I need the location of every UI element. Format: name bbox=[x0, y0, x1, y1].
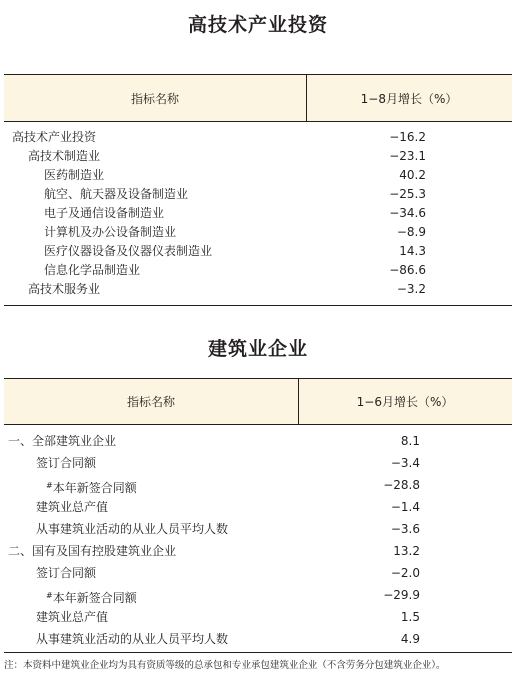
row-value: −3.6 bbox=[390, 522, 420, 536]
row-value: −34.6 bbox=[389, 206, 426, 220]
row-value: −86.6 bbox=[389, 263, 426, 277]
table-row bbox=[4, 432, 512, 451]
row-label: 高技术服务业 bbox=[28, 282, 101, 296]
table-row bbox=[4, 128, 512, 147]
row-label: 从事建筑业活动的从业人员平均人数 bbox=[36, 522, 229, 536]
row-label: 建筑业总产值 bbox=[36, 500, 109, 514]
row-value: −8.9 bbox=[396, 225, 426, 239]
row-label: 签订合同额 bbox=[36, 566, 97, 580]
row-label: 二、国有及国有控股建筑业企业 bbox=[8, 544, 177, 558]
table-header bbox=[4, 378, 512, 425]
row-label: 建筑业总产值 bbox=[36, 610, 109, 624]
row-label: 医疗仪器设备及仪器仪表制造业 bbox=[44, 244, 213, 258]
table-bottom-rule bbox=[4, 652, 512, 653]
table-row bbox=[4, 223, 512, 242]
table-row bbox=[4, 261, 512, 280]
table-row bbox=[4, 542, 512, 561]
row-value: −1.4 bbox=[390, 500, 420, 514]
table-row bbox=[4, 630, 512, 649]
row-label: 信息化学品制造业 bbox=[44, 263, 141, 277]
new-contract-mark: # bbox=[46, 481, 53, 490]
table-row bbox=[4, 166, 512, 185]
row-value: −16.2 bbox=[389, 130, 426, 144]
row-value: −23.1 bbox=[389, 149, 426, 163]
row-value: 14.3 bbox=[399, 244, 426, 258]
row-label-text: 本年新签合同额 bbox=[52, 481, 137, 495]
new-contract-mark: # bbox=[46, 591, 53, 600]
row-value: 1.5 bbox=[400, 610, 420, 624]
section2-title: 建筑业企业 bbox=[207, 338, 308, 360]
row-value: −28.8 bbox=[383, 478, 420, 492]
row-label bbox=[46, 586, 137, 608]
row-value: −29.9 bbox=[383, 588, 420, 602]
table-row bbox=[4, 476, 512, 495]
row-label: 电子及通信设备制造业 bbox=[44, 206, 165, 220]
row-label: 医药制造业 bbox=[44, 168, 105, 182]
row-label: 签订合同额 bbox=[36, 456, 97, 470]
row-label bbox=[46, 476, 137, 498]
header-indicator-name: 指标名称 bbox=[130, 91, 179, 106]
table-row bbox=[4, 185, 512, 204]
row-label: 从事建筑业活动的从业人员平均人数 bbox=[36, 632, 229, 646]
row-label: 高技术产业投资 bbox=[12, 130, 97, 144]
row-value: −3.4 bbox=[390, 456, 420, 470]
table-row bbox=[4, 498, 512, 517]
header-indicator-name: 指标名称 bbox=[126, 395, 175, 409]
row-label: 高技术制造业 bbox=[28, 149, 101, 163]
row-label-text: 本年新签合同额 bbox=[52, 591, 137, 605]
row-label: 一、全部建筑业企业 bbox=[8, 434, 117, 448]
row-value: 40.2 bbox=[399, 168, 426, 182]
table-row bbox=[4, 520, 512, 539]
table-row bbox=[4, 204, 512, 223]
row-label: 计算机及办公设备制造业 bbox=[44, 225, 177, 239]
row-value: −25.3 bbox=[389, 187, 426, 201]
row-value: 4.9 bbox=[400, 632, 420, 646]
row-value: 13.2 bbox=[393, 544, 420, 558]
row-value: 8.1 bbox=[400, 434, 420, 448]
row-value: −2.0 bbox=[390, 566, 420, 580]
table-row bbox=[4, 586, 512, 605]
row-label: 航空、航天器及设备制造业 bbox=[44, 187, 189, 201]
table-row bbox=[4, 454, 512, 473]
table-header bbox=[4, 74, 512, 122]
footnote: 注：本资料中建筑业企业均为具有资质等级的总承包和专业承包建筑业企业（不含劳务分包建筑业企业）。 bbox=[4, 660, 446, 671]
section1-title: 高技术产业投资 bbox=[187, 14, 328, 36]
header-growth: 1−6月增长（%） bbox=[356, 395, 454, 409]
table-row bbox=[4, 242, 512, 261]
header-growth: 1−8月增长（%） bbox=[360, 91, 458, 106]
table-row bbox=[4, 147, 512, 166]
table-row bbox=[4, 608, 512, 627]
table-row bbox=[4, 564, 512, 583]
table-row bbox=[4, 280, 512, 299]
table-bottom-rule bbox=[4, 305, 512, 306]
row-value: −3.2 bbox=[396, 282, 426, 296]
